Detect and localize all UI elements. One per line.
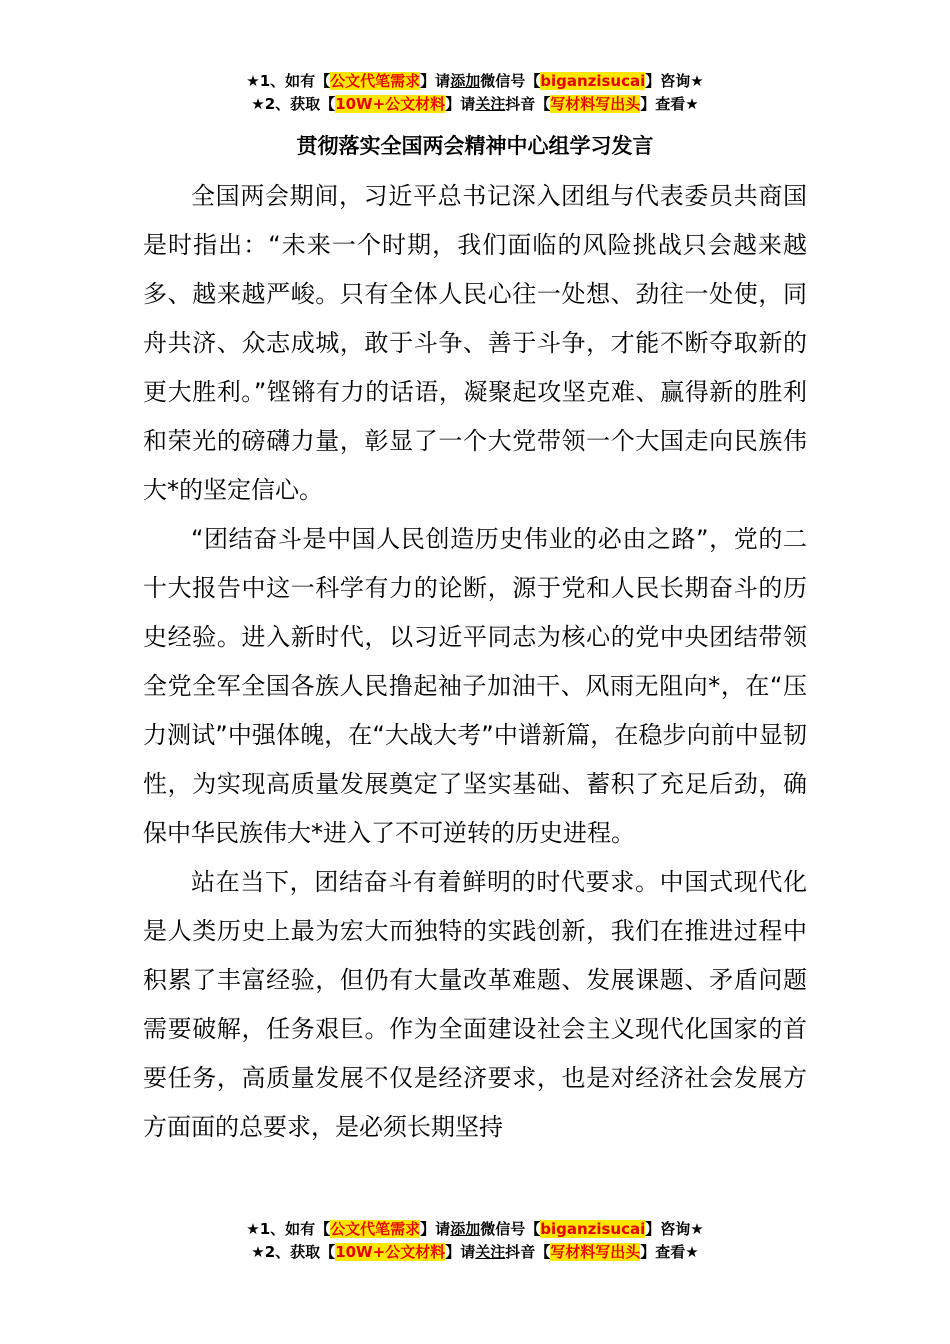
ad-text: 】咨询★ bbox=[645, 72, 704, 90]
document-body bbox=[143, 172, 807, 1152]
ad-underlined-text: 添加 bbox=[450, 1220, 481, 1238]
document-title: 贯彻落实全国两会精神中心组学习发言 bbox=[296, 134, 654, 158]
ad-text: 微信号【 bbox=[480, 72, 541, 90]
ad-text: ★2、获取【 bbox=[251, 1243, 336, 1261]
header-ad-line-2 bbox=[0, 93, 950, 115]
ad-text: 微信号【 bbox=[480, 1220, 541, 1238]
ad-highlight-douyin-id: 写材料写出头 bbox=[550, 1243, 641, 1261]
ad-underlined-text: 添加 bbox=[450, 72, 481, 90]
ad-highlight: 公文代笔需求 bbox=[330, 72, 421, 90]
ad-text: 抖音【 bbox=[505, 95, 551, 113]
ad-highlight: 10W+公文材料 bbox=[335, 95, 446, 113]
ad-text: 】咨询★ bbox=[645, 1220, 704, 1238]
body-paragraph: 全国两会期间，习近平总书记深入团组与代表委员共商国是时指出：“未来一个时期，我们面临的风险挑战只会越来越多、越来越严峻。只有全体人民心往一处想、劲往一处使，同舟共济、众志成城，敢于斗争、善于斗争，才能不断夺取新的更大胜利。”铿锵有力的话语，凝聚起攻坚克难、赢得新的胜利和荣光的磅礴力量，彰显了一个大党带领一个大国走向民族伟大*的坚定信心。 bbox=[143, 182, 807, 504]
ad-underlined-text: 关注 bbox=[475, 95, 506, 113]
ad-text: 】查看★ bbox=[640, 95, 699, 113]
ad-highlight-wechat-id: biganzisucai bbox=[540, 72, 646, 90]
ad-text: 】请 bbox=[420, 1220, 451, 1238]
footer-ad-line-2 bbox=[0, 1241, 950, 1263]
ad-text: ★2、获取【 bbox=[251, 95, 336, 113]
ad-text: 】请 bbox=[445, 1243, 476, 1261]
ad-text: 抖音【 bbox=[505, 1243, 551, 1261]
ad-text: 】查看★ bbox=[640, 1243, 699, 1261]
ad-text: 】请 bbox=[445, 95, 476, 113]
ad-text: ★1、如有【 bbox=[246, 1220, 331, 1238]
footer-ad-line-1 bbox=[0, 1218, 950, 1240]
ad-underlined-text: 关注 bbox=[475, 1243, 506, 1261]
ad-text: 】请 bbox=[420, 72, 451, 90]
body-paragraph: 站在当下，团结奋斗有着鲜明的时代要求。中国式现代化是人类历史上最为宏大而独特的实践创新，我们在推进过程中积累了丰富经验，但仍有大量改革难题、发展课题、矛盾问题需要破解，任务艰巨。作为全面建设社会主义现代化国家的首要任务，高质量发展不仅是经济要求，也是对经济社会发展方方面面的总要求，是必须长期坚持 bbox=[143, 868, 807, 1141]
ad-text: ★1、如有【 bbox=[246, 72, 331, 90]
header-ad-line-1 bbox=[0, 70, 950, 92]
ad-highlight-wechat-id: biganzisucai bbox=[540, 1220, 646, 1238]
ad-highlight: 公文代笔需求 bbox=[330, 1220, 421, 1238]
body-paragraph: “团结奋斗是中国人民创造历史伟业的必由之路”，党的二十大报告中这一科学有力的论断，源于党和人民长期奋斗的历史经验。进入新时代，以习近平同志为核心的党中央团结带领全党全军全国各族人民撸起袖子加油干、风雨无阻向*，在“压力测试”中强体魄，在“大战大考”中谱新篇，在稳步向前中显韧性，为实现高质量发展奠定了坚实基础、蓄积了充足后劲，确保中华民族伟大*进入了不可逆转的历史进程。 bbox=[143, 525, 807, 847]
ad-highlight: 10W+公文材料 bbox=[335, 1243, 446, 1261]
ad-highlight-douyin-id: 写材料写出头 bbox=[550, 95, 641, 113]
